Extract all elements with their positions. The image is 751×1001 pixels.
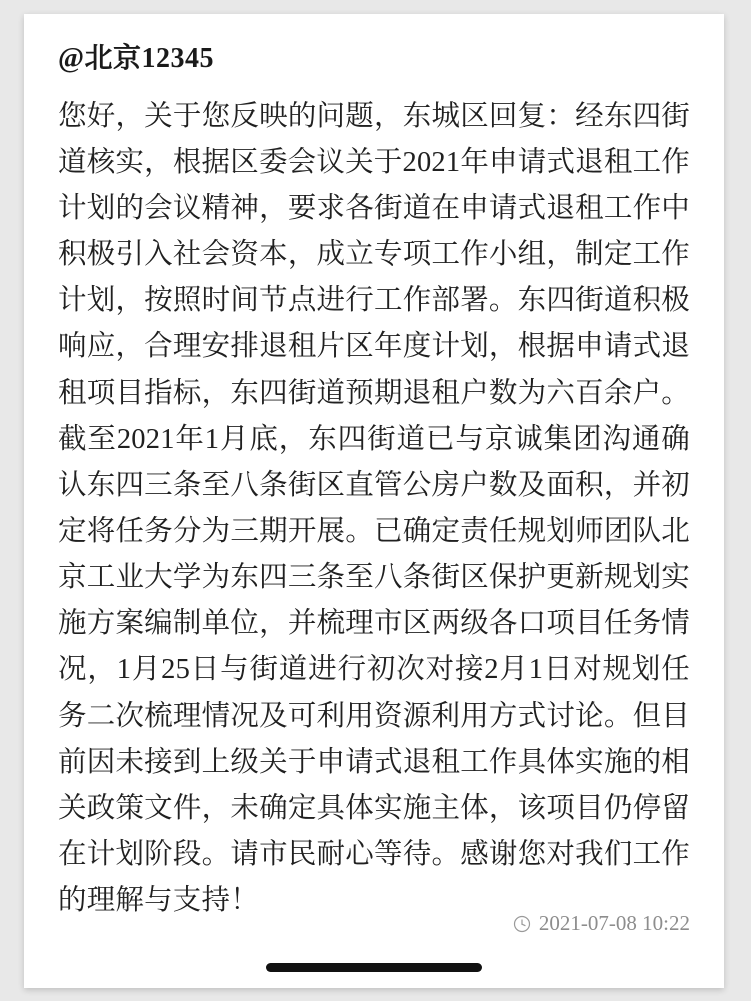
home-indicator[interactable] bbox=[266, 963, 482, 972]
post-meta bbox=[513, 911, 690, 936]
post-card bbox=[24, 14, 724, 988]
reply-body-text: 您好，关于您反映的问题，东城区回复：经东四街道核实，根据区委会议关于2021年申请式退租工作计划的会议精神，要求各街道在申请式退租工作中积极引入社会资本，成立专项工作小组，制定工作计划，按照时间节点进行工作部署。东四街道积极响应，合理安排退租片区年度计划，根据申请式退租项目指标，东四街道预期退租户数为六百余户。截至2021年1月底，东四街道已与京诚集团沟通确认东四三条至八条街区直管公房户数及面积，并初定将任务分为三期开展。已确定责任规划师团队北京工业大学为东四三条至八条街区保护更新规划实施方案编制单位，并梳理市区两级各口项目任务情况，1月25日与街道进行初次对接2月1日对规划任务二次梳理情况及可利用资源利用方式讨论。但目前因未接到上级关于申请式退租工作具体实施的相关政策文件，未确定具体实施主体，该项目仍停留在计划阶段。请市民耐心等待。感谢您对我们工作的理解与支持！ bbox=[58, 100, 690, 917]
clock-icon bbox=[513, 915, 531, 933]
card-content bbox=[24, 14, 724, 924]
account-handle[interactable]: @北京12345 bbox=[58, 43, 215, 74]
timestamp: 2021-07-08 10:22 bbox=[538, 911, 690, 935]
